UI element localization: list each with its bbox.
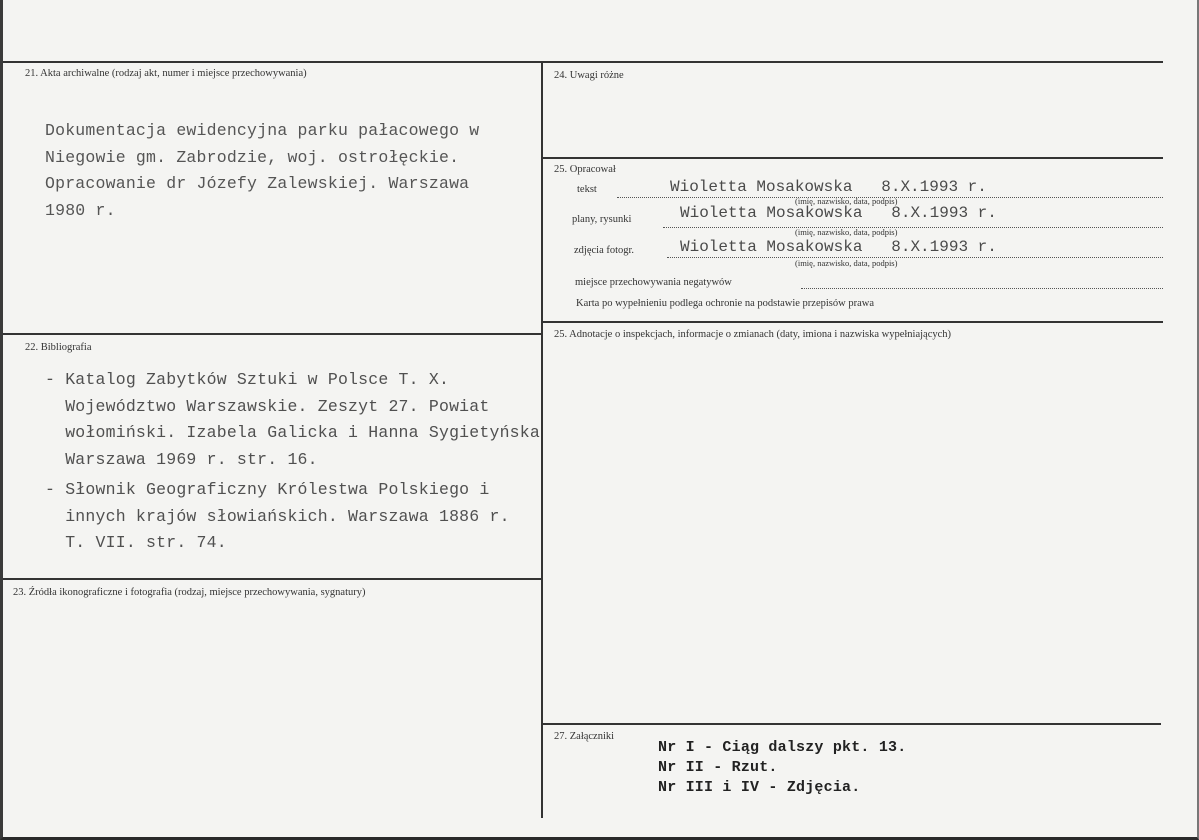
section-22-label: 22. Bibliografia (25, 342, 92, 353)
archive-line: Dokumentacja ewidencyjna parku pałacowego w (45, 121, 480, 140)
bibliography-line: wołomiński. Izabela Galicka i Hanna Sygietyńska (45, 423, 540, 442)
row-text-caption: (imię, nazwisko, data, podpis) (795, 196, 898, 206)
row-text-signature: Wioletta Mosakowska 8.X.1993 r. (670, 178, 987, 196)
row-photos-label: zdjęcia fotogr. (574, 245, 635, 256)
archive-line: 1980 r. (45, 200, 116, 220)
attachment-item: Nr I - Ciąg dalszy pkt. 13. (658, 739, 907, 756)
row-plans-label: plany, rysunki (572, 214, 632, 225)
row-photos-caption: (imię, nazwisko, data, podpis) (795, 258, 898, 268)
rule-21-22 (3, 333, 541, 335)
attachments-list (658, 738, 906, 798)
rule-25-25b (541, 321, 1163, 323)
attachment-item: Nr II - Rzut. (658, 759, 778, 776)
row-text-label: tekst (577, 184, 597, 195)
rule-25b-27 (541, 723, 1161, 725)
negatives-line (801, 288, 1163, 289)
section-23-label: 23. Źródła ikonograficzne i fotografia (rodzaj, miejsce przechowywania, sygnatury) (13, 587, 366, 598)
archive-records-text (45, 118, 479, 224)
attachment-item: Nr III i IV - Zdjęcia. (658, 779, 861, 796)
center-divider (541, 61, 543, 818)
row-photos-line (667, 257, 1163, 258)
section-25-label: 25. Opracował (554, 164, 616, 175)
row-photos-signature: Wioletta Mosakowska 8.X.1993 r. (680, 238, 997, 256)
bibliography-line: Warszawa 1969 r. str. 16. (45, 449, 318, 469)
section-24-label: 24. Uwagi różne (554, 70, 624, 81)
row-plans-signature: Wioletta Mosakowska 8.X.1993 r. (680, 204, 997, 222)
bibliography-entry-2 (45, 477, 510, 557)
bibliography-line: innych krajów słowiańskich. Warszawa 1886 r. (45, 506, 510, 526)
row-plans-line (663, 227, 1163, 228)
bibliography-entry-1 (45, 367, 540, 473)
rule-22-23 (3, 578, 541, 580)
negatives-label: miejsce przechowywania negatywów (575, 277, 732, 288)
bibliography-line: T. VII. str. 74. (45, 533, 227, 552)
bibliography-line: - Słownik Geograficzny Królestwa Polskiego i (45, 480, 490, 499)
section-27-label: 27. Załączniki (554, 731, 615, 742)
rule-24-25 (541, 157, 1163, 159)
section-21-label: 21. Akta archiwalne (rodzaj akt, numer i miejsce przechowywania) (25, 68, 307, 79)
archive-line: Opracowanie dr Józefy Zalewskiej. Warszawa (45, 174, 470, 193)
top-rule (3, 61, 1163, 63)
section-25b-label: 25. Adnotacje o inspekcjach, informacje o zmianach (daty, imiona i nazwiska wypełniających) (554, 329, 952, 340)
archive-line: Niegowie gm. Zabrodzie, woj. ostrołęckie. (45, 147, 460, 167)
bibliography-line: - Katalog Zabytków Sztuki w Polsce T. X. (45, 370, 450, 389)
row-plans-caption: (imię, nazwisko, data, podpis) (795, 227, 898, 237)
bibliography-line: Województwo Warszawskie. Zeszyt 27. Powiat (45, 396, 490, 416)
protection-note: Karta po wypełnieniu podlega ochronie na podstawie przepisów prawa (576, 298, 874, 309)
